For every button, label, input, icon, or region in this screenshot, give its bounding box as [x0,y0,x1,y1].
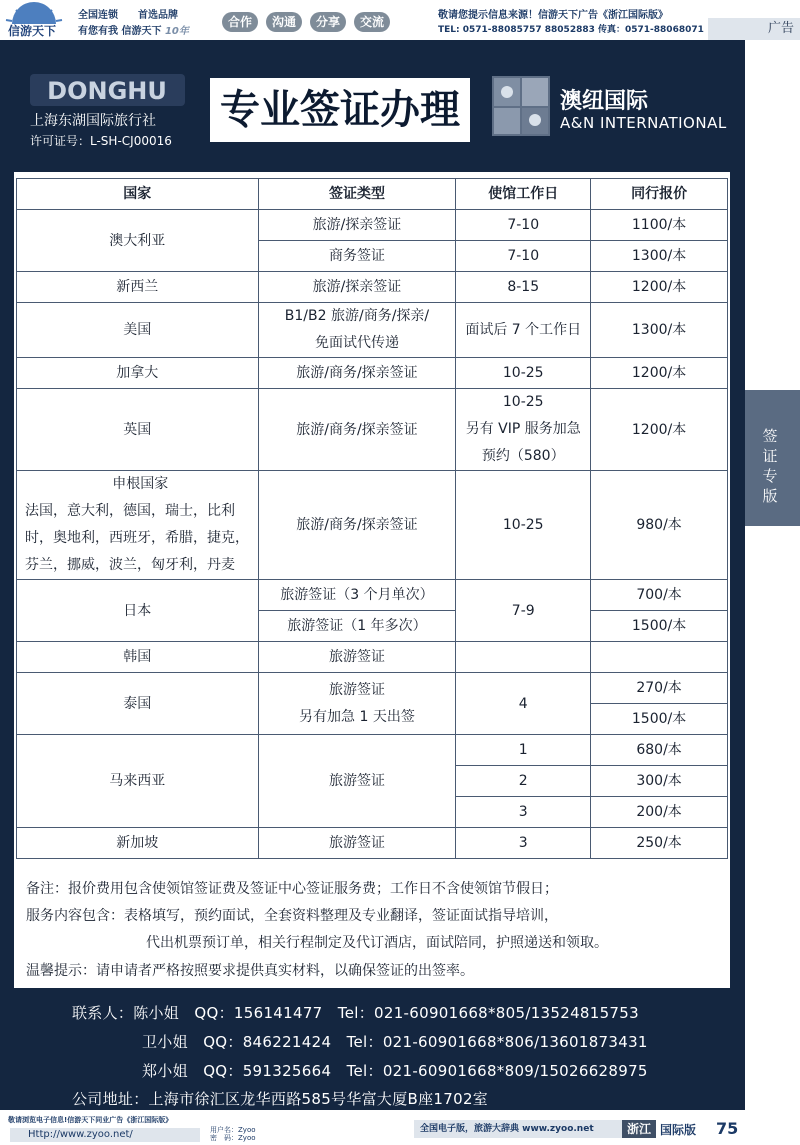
price-cell: 270/本 [591,673,728,704]
price-cell: 200/本 [591,797,728,828]
visa-type-cell: 旅游签证（1 年多次） [258,611,456,642]
days-cell: 7-10 [456,210,591,241]
login-info [210,1126,256,1142]
header-visa-type: 签证类型 [258,179,456,210]
days-cell [456,389,591,471]
visa-type-cell: 旅游/商务/探亲签证 [258,471,456,580]
section-label: 签证专版 [762,427,778,505]
service-note-cont: 代出机票预订单，相关行程制定及代订酒店，面试陪同，护照递送和领取。 [146,935,608,951]
days-line: 预约（580） [481,448,565,464]
price-cell: 1300/本 [591,303,728,358]
service-note: 服务内容包含：表格填写，预约面试，全套资料整理及专业翻译，签证面试指导培训， [26,908,558,924]
password-text: 密 码：Zyoo [210,1134,256,1142]
country-cell: 澳大利亚 [17,210,259,272]
country-cell: 英国 [17,389,259,471]
pill-cooperation: 合作 [222,12,258,32]
visa-price-table [16,178,728,859]
days-cell: 3 [456,828,591,859]
logo-text: 信游天下 [8,24,57,38]
username-text: 用户名：Zyoo [210,1126,256,1134]
visa-type-cell: 旅游/商务/探亲签证 [258,358,456,389]
visa-type-line: 免面试代传递 [314,335,399,351]
slogan-line-2 [78,22,189,37]
ad-tag: 广告 [708,18,800,40]
days-cell: 10-25 [456,358,591,389]
country-cell: 美国 [17,303,259,358]
country-cell: 马来西亚 [17,735,259,828]
visa-type-cell: 旅游/探亲签证 [258,210,456,241]
price-cell: 300/本 [591,766,728,797]
svg-text:DONGHU: DONGHU [47,77,167,105]
page-number: 75 [716,1119,739,1138]
partner-name-en: A&N INTERNATIONAL [560,114,727,132]
country-line: 申根国家 [112,476,169,492]
page-title: 专业签证办理 [210,78,470,142]
visa-type-cell [258,303,456,358]
source-notice: 敬请您提示信息来源！信游天下广告《浙江国际版》 [438,10,668,21]
table-header-row [17,179,728,210]
country-cell: 韩国 [17,642,259,673]
visa-type-line: 另有加急 1 天出签 [299,708,415,725]
visa-type-cell: 旅游签证 [258,735,456,828]
table-row [17,272,728,303]
days-cell: 4 [456,673,591,735]
visa-type-cell: 商务签证 [258,241,456,272]
slogan-line-1: 全国连锁 首选品牌 [78,10,178,21]
company-address: 公司地址：上海市徐汇区龙华西路585号华富大厦B座1702室 [72,1090,489,1108]
table-row [17,828,728,859]
an-international-logo-icon [492,76,550,136]
website-link[interactable]: Http://www.zyoo.net/ [10,1128,200,1142]
table-row [17,389,728,471]
price-cell: 1200/本 [591,358,728,389]
price-cell: 250/本 [591,828,728,859]
pill-exchange: 交流 [354,12,390,32]
days-line: 10-25 [502,394,544,410]
visa-type-cell: 旅游/探亲签证 [258,272,456,303]
price-cell: 1300/本 [591,241,728,272]
price-cell: 700/本 [591,580,728,611]
footer-notice: 敬请浏览电子信息!信游天下同业广告《浙江国际版》 [8,1116,173,1124]
company-name: 上海东湖国际旅行社 [30,113,156,129]
visa-type-cell [258,673,456,735]
partner-name-cn: 澳纽国际 [560,89,649,114]
price-cell: 680/本 [591,735,728,766]
country-cell [17,471,259,580]
country-cell: 日本 [17,580,259,642]
contact-wei: 卫小姐 QQ：846221424 Tel：021-60901668*806/13601873431 [142,1033,648,1051]
visa-type-line: B1/B2 旅游/商务/探亲/ [284,308,430,324]
country-line: 时，奥地利，西班牙，希腊，捷克， [25,530,249,546]
days-cell: 10-25 [456,471,591,580]
days-cell [456,642,591,673]
header-working-days: 使馆工作日 [456,179,591,210]
price-cell: 980/本 [591,471,728,580]
visa-type-cell: 旅游/商务/探亲签证 [258,389,456,471]
visa-type-cell: 旅游签证（3 个月单次） [258,580,456,611]
donghu-logo-icon [30,70,185,110]
visa-type-line: 旅游签证 [328,681,385,698]
contact-numbers: TEL: 0571-88085757 88052883 传真：0571-88068071 [438,25,704,35]
days-cell: 1 [456,735,591,766]
slogan-text: 有您有我 信游天下 [78,26,162,37]
visa-content [14,172,730,988]
anniversary-badge: 10年 [164,26,189,37]
days-cell: 7-9 [456,580,591,642]
contact-zheng: 郑小姐 QQ：591325664 Tel：021-60901668*809/15026628975 [142,1062,648,1080]
visa-type-cell: 旅游签证 [258,828,456,859]
country-cell: 新加坡 [17,828,259,859]
pill-communication: 沟通 [266,12,302,32]
price-cell: 1200/本 [591,389,728,471]
price-cell [591,642,728,673]
days-cell: 7-10 [456,241,591,272]
table-row [17,735,728,766]
table-row [17,642,728,673]
days-cell: 面试后 7 个工作日 [456,303,591,358]
table-row [17,358,728,389]
price-cell: 1200/本 [591,272,728,303]
days-cell: 2 [456,766,591,797]
country-line: 法国，意大利，德国，瑞士，比利 [25,503,235,519]
visa-type-cell: 旅游签证 [258,642,456,673]
region-badge: 浙江 [622,1120,656,1138]
table-row [17,673,728,704]
price-cell: 1500/本 [591,704,728,735]
contact-chen: 联系人：陈小姐 QQ：156141477 Tel：021-60901668*805/13524815753 [72,1004,639,1022]
edition-label: 国际版 [660,1123,697,1137]
header-country: 国家 [17,179,259,210]
table-row [17,471,728,580]
days-cell: 8-15 [456,272,591,303]
table-row [17,210,728,241]
table-row [17,303,728,358]
table-row [17,580,728,611]
days-cell: 3 [456,797,591,828]
country-cell: 泰国 [17,673,259,735]
price-cell: 1100/本 [591,210,728,241]
header-price: 同行报价 [591,179,728,210]
remark-note: 备注：报价费用包含使领馆签证费及签证中心签证服务费；工作日不含使领馆节假日； [26,881,558,897]
country-cell: 新西兰 [17,272,259,303]
license-number: 许可证号：L-SH-CJ00016 [30,134,172,148]
country-cell: 加拿大 [17,358,259,389]
pill-sharing: 分享 [310,12,346,32]
reminder-note: 温馨提示：请申请者严格按照要求提供真实材料，以确保签证的出签率。 [26,963,474,979]
price-cell: 1500/本 [591,611,728,642]
country-line: 芬兰，挪威，波兰，匈牙利，丹麦 [25,557,235,573]
footer-tagline: 全国电子版，旅游大辞典 www.zyoo.net [414,1120,622,1138]
days-line: 另有 VIP 服务加急 [465,421,581,437]
